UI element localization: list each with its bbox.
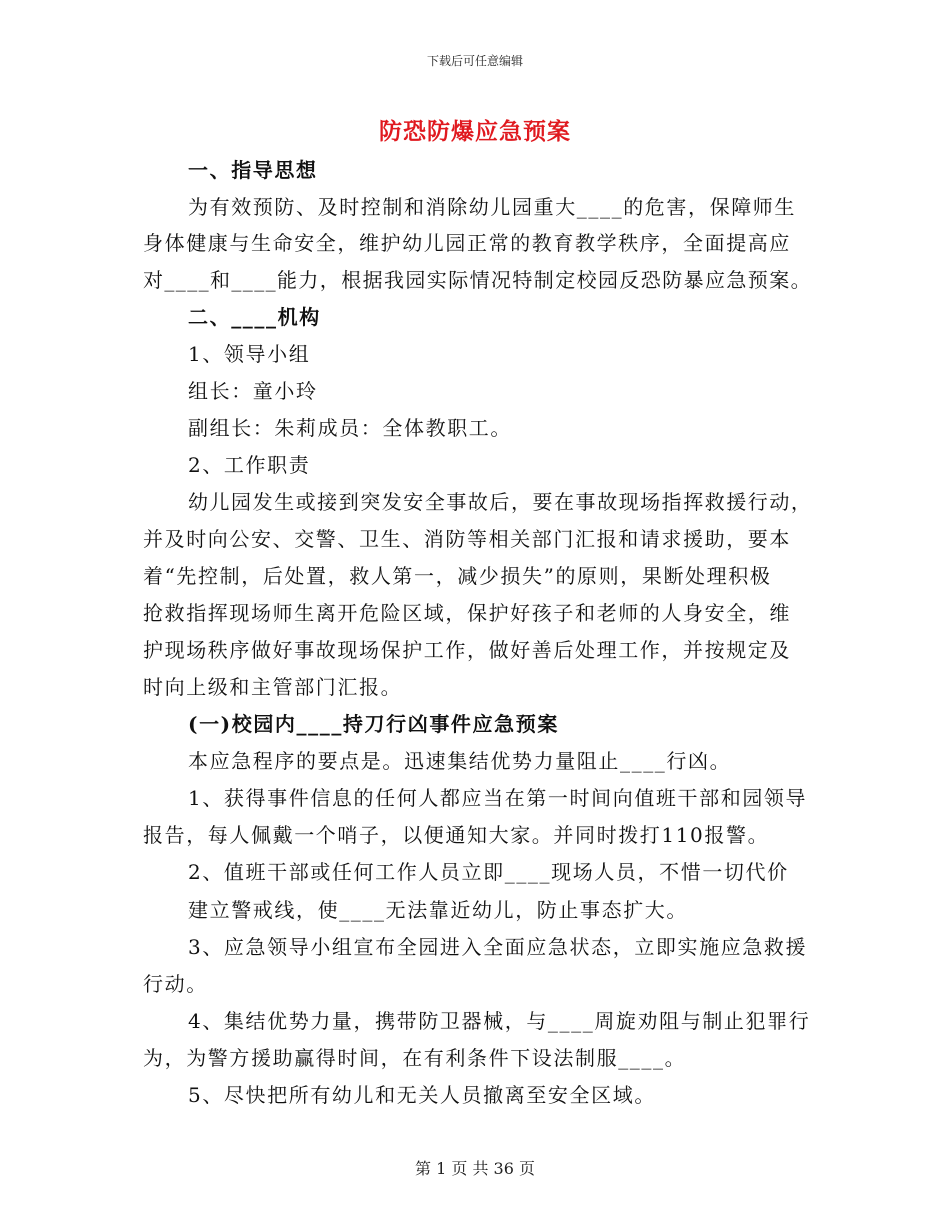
paragraph-line: 3、应急领导小组宣布全园进入全面应急状态，立即实施应急救援 [188, 935, 808, 959]
paragraph-line: 为，为警方援助赢得时间，在有利条件下设法制服____。 [143, 1046, 687, 1070]
paragraph-line: 为有效预防、及时控制和消除幼儿园重大____的危害，保障师生 [188, 195, 796, 219]
section-heading: 二、____机构 [188, 305, 321, 329]
page-number: 第 1 页 共 36 页 [415, 1159, 535, 1178]
paragraph-line: 抢救指挥现场师生离开危险区域，保护好孩子和老师的人身安全，维 [143, 601, 791, 625]
paragraph-line: 2、值班干部或任何工作人员立即____现场人员，不惜一切代价 [188, 860, 789, 884]
document-title: 防恐防爆应急预案 [379, 118, 571, 145]
paragraph-line: 着“先控制，后处置，救人第一，减少损失”的原则，果断处理积极 [143, 564, 772, 588]
section-heading: 一、指导思想 [188, 158, 318, 182]
paragraph-line: 2、工作职责 [188, 453, 311, 477]
paragraph-line: 副组长：朱莉成员：全体教职工。 [188, 416, 512, 440]
paragraph-line: 幼儿园发生或接到突发安全事故后，要在事故现场指挥救援行动， [188, 490, 813, 514]
paragraph-line: 护现场秩序做好事故现场保护工作，做好善后处理工作，并按规定及 [143, 638, 791, 662]
paragraph-line: 行动。 [143, 972, 208, 996]
section-heading: (一)校园内____持刀行凶事件应急预案 [188, 712, 559, 736]
paragraph-line: 对____和____能力，根据我园实际情况特制定校园反恐防暴应急预案。 [143, 268, 812, 292]
header-note: 下载后可任意编辑 [426, 54, 523, 68]
paragraph-line: 1、获得事件信息的任何人都应当在第一时间向值班干部和园领导 [188, 786, 808, 810]
paragraph-line: 时向上级和主管部门汇报。 [143, 675, 403, 699]
paragraph-line: 本应急程序的要点是。迅速集结优势力量阻止____行凶。 [188, 749, 732, 773]
paragraph-line: 4、集结优势力量，携带防卫器械，与____周旋劝阻与制止犯罪行 [188, 1009, 811, 1033]
paragraph-line: 报告，每人佩戴一个哨子，以便通知大家。并同时拨打110报警。 [143, 823, 770, 847]
paragraph-line: 并及时向公安、交警、卫生、消防等相关部门汇报和请求援助，要本 [143, 527, 791, 551]
paragraph-line: 建立警戒线，使____无法靠近幼儿，防止事态扩大。 [188, 898, 688, 922]
paragraph-line: 组长：童小玲 [188, 379, 318, 403]
paragraph-line: 1、领导小组 [188, 342, 311, 366]
paragraph-line: 身体健康与生命安全，维护幼儿园正常的教育教学秩序，全面提高应 [143, 231, 791, 255]
paragraph-line: 5、尽快把所有幼儿和无关人员撤离至安全区域。 [188, 1083, 656, 1107]
